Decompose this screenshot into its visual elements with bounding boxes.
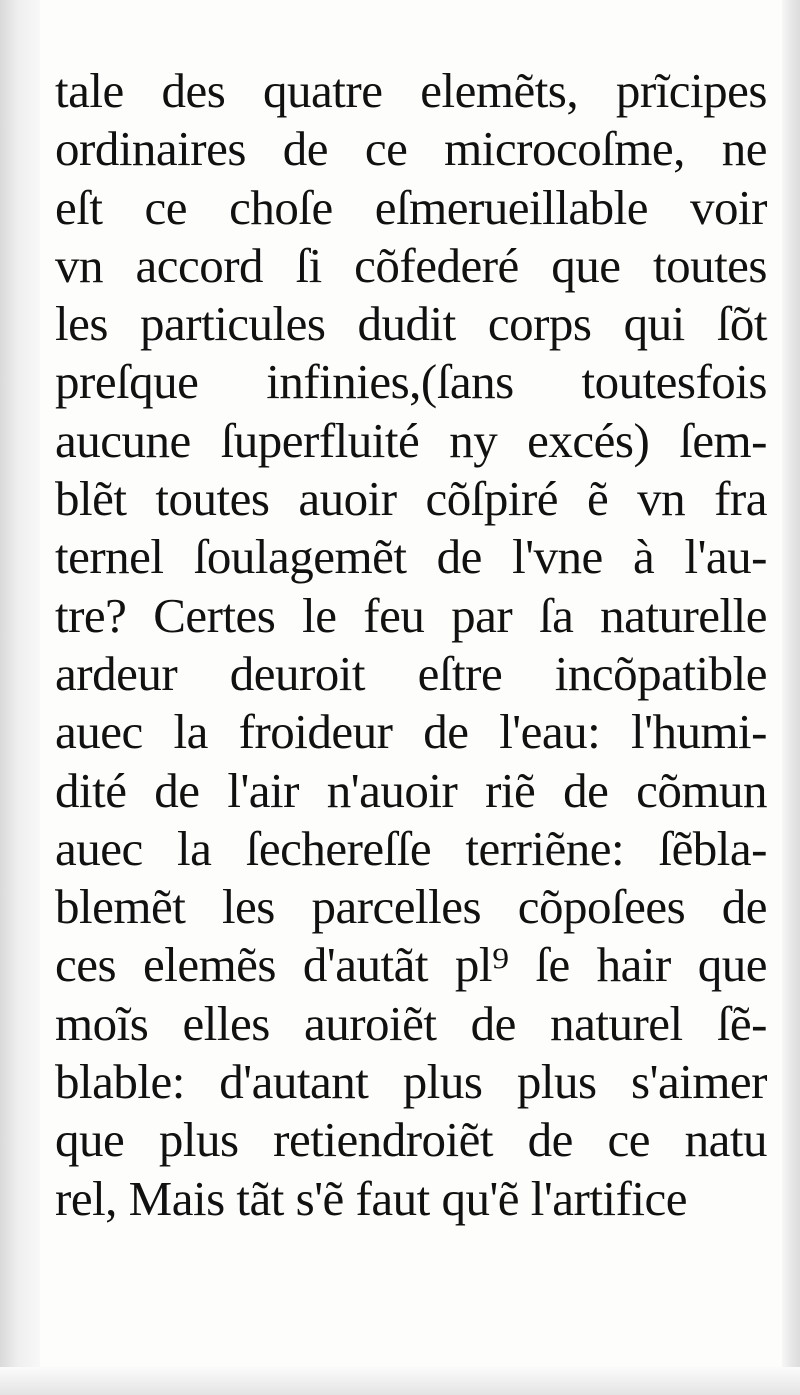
page-bottom-edge — [0, 1367, 800, 1395]
text-line: ces elemẽs d'autãt pl⁹ ſe hair que — [55, 937, 767, 993]
text-line: blẽt toutes auoir cõſpiré ẽ vn fra — [55, 471, 767, 527]
body-text — [55, 62, 767, 1228]
text-line: rel, Mais tãt s'ẽ faut qu'ẽ l'artifice — [55, 1170, 687, 1226]
text-line: tre? Certes le feu par ſa naturelle — [55, 587, 767, 643]
text-line: blemẽt les parcelles cõpoſees de — [55, 879, 767, 935]
text-line: blable: d'autant plus plus s'aimer — [55, 1054, 767, 1110]
text-line: ardeur deuroit eſtre incõpatible — [55, 645, 767, 701]
text-line: tale des quatre elemẽts, prĩcipes — [55, 63, 767, 118]
text-line: eſt ce choſe eſmerueillable voir — [55, 179, 767, 235]
text-line: aucune ſuperfluité ny excés) ſem- — [55, 412, 767, 468]
text-line: auec la froideur de l'eau: l'humi- — [55, 704, 767, 760]
text-line: ternel ſoulagemẽt de l'vne à l'au- — [55, 529, 767, 585]
text-line: ordinaires de ce microcoſme, ne — [55, 121, 767, 177]
text-line: vn accord ſi cõfederé que toutes — [55, 237, 767, 293]
text-line: que plus retiendroiẽt de ce natu — [55, 1112, 767, 1168]
page-gutter-shadow — [0, 0, 40, 1395]
page-right-edge — [782, 0, 800, 1395]
text-line: auec la ſechereſſe terriẽne: ſẽbla- — [55, 820, 767, 876]
text-line: moĩs elles auroiẽt de naturel ſẽ- — [55, 995, 767, 1051]
text-line: dité de l'air n'auoir riẽ de cõmun — [55, 762, 767, 818]
text-line: preſque infinies,(ſans toutesfois — [55, 354, 767, 410]
text-line: les particules dudit corps qui ſõt — [55, 296, 767, 352]
